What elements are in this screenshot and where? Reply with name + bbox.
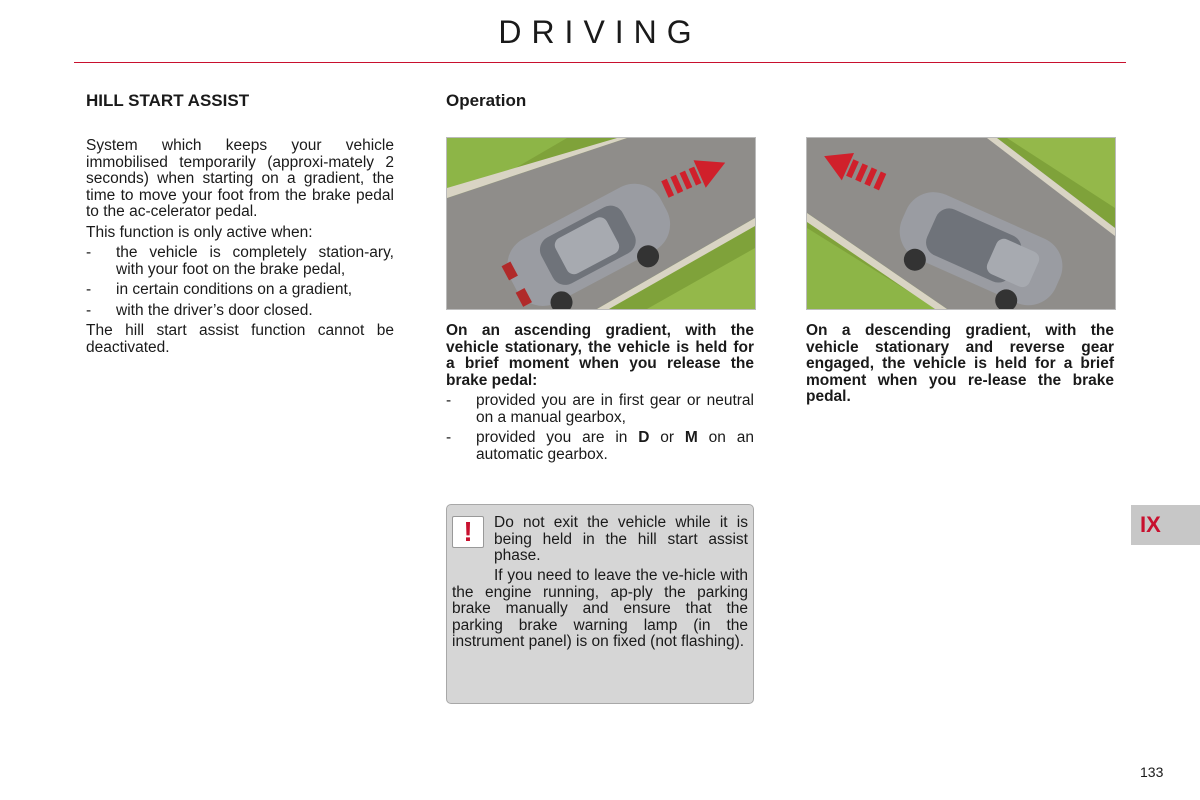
chapter-tab: IX (1131, 505, 1200, 545)
condition-lead: This function is only active when: (86, 223, 313, 241)
section-heading-hill-start: HILL START ASSIST (86, 91, 250, 110)
title-divider (74, 62, 1126, 63)
list-item: - provided you are in D or M on an automatic gearbox. (446, 429, 754, 463)
conditions-list (86, 245, 394, 319)
ascending-list (446, 393, 754, 463)
ascending-car-image (447, 138, 755, 309)
warning-exclamation-icon: ! (452, 516, 484, 548)
ascending-gradient-illustration (446, 137, 756, 310)
list-item: - the vehicle is completely station-ary, with your foot on the brake pedal, (86, 244, 394, 278)
intro-paragraph: System which keeps your vehicle immobilised temporarily (approxi-mately 2 seconds) when starting on a gradient, the time to move your foot from the brake pedal to the ac-celerator pedal. (86, 137, 394, 220)
warning-paragraph-1: Do not exit the vehicle while it is being held in the hill start assist phase. (494, 514, 748, 564)
page-title: DRIVING (498, 14, 702, 50)
descending-caption: On a descending gradient, with the vehicle stationary and reverse gear engaged, the vehicle is held for a brief moment when you re-lease the brake pedal. (806, 322, 1114, 405)
descending-car-image (807, 138, 1115, 309)
ascending-caption: On an ascending gradient, with the vehicle stationary, the vehicle is held for a brief moment when you release the brake pedal: (446, 322, 754, 389)
section-heading-operation: Operation (446, 91, 527, 110)
left-column-text (86, 138, 394, 360)
warning-paragraph-2: If you need to leave the ve-hicle with the engine running, ap-ply the parking brake manually and ensure that the parking brake warning lamp (in the instrument panel) is on fixed (not flashing). (452, 567, 748, 650)
list-item: - provided you are in first gear or neutral on a manual gearbox, (446, 392, 754, 426)
ascending-section (446, 323, 754, 467)
descending-gradient-illustration (806, 137, 1116, 310)
list-item: - in certain conditions on a gradient, (86, 281, 353, 298)
deactivation-note: The hill start assist function cannot be deactivated. (86, 322, 394, 356)
list-item: - with the driver’s door closed. (86, 301, 313, 319)
page-number: 133 (1140, 764, 1164, 780)
